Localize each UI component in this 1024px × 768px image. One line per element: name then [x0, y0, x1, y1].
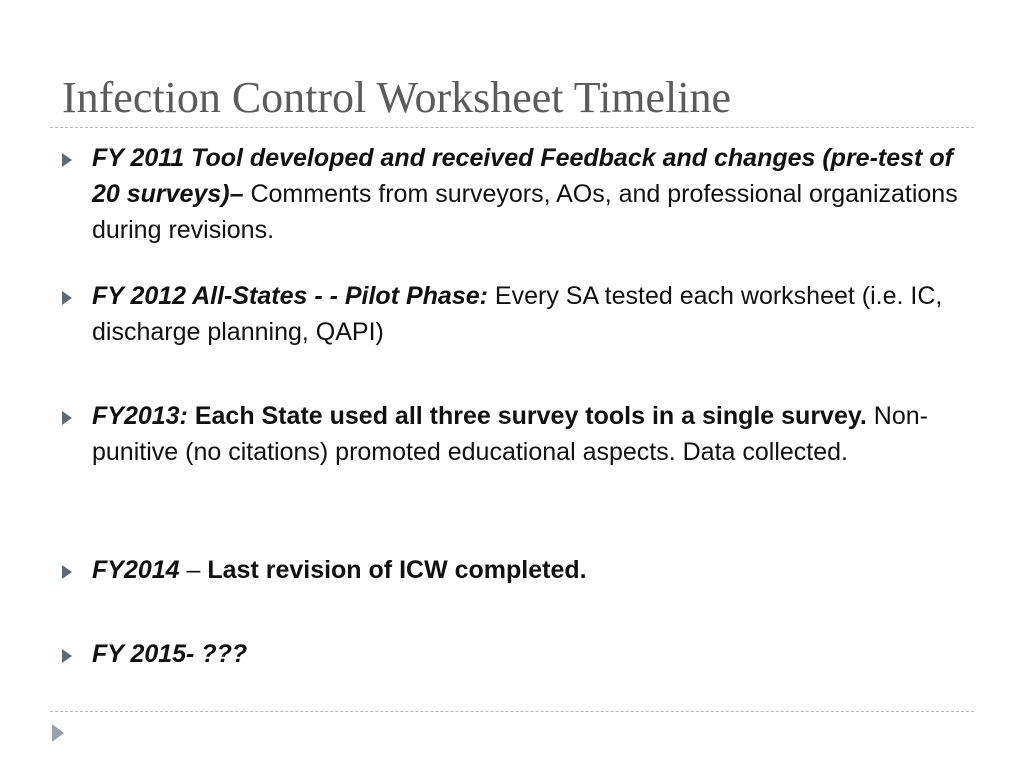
bullet-item-fy2014 [62, 552, 962, 588]
bullet-lead: FY2013: [92, 402, 188, 430]
triangle-right-icon [62, 140, 92, 167]
bullet-body: Every SA tested each worksheet (i.e. IC, discharge planning, QAPI) [92, 282, 943, 346]
bullet-text [92, 552, 962, 588]
triangle-right-icon [62, 636, 92, 663]
slide-nav-triangle-icon[interactable] [52, 724, 64, 747]
bullet-body: Comments from surveyors, AOs, and professional organizations during revisions. [92, 180, 958, 244]
bullet-lead: FY2014 [92, 556, 180, 584]
bullet-bold: Each State used all three survey tools in a single survey. [187, 402, 867, 430]
bullet-item-fy2013 [62, 398, 962, 470]
bullet-text [92, 140, 962, 248]
footer-divider [50, 711, 974, 712]
triangle-right-icon [62, 278, 92, 305]
bullet-lead: FY 2011 Tool developed and received Feedback and changes (pre-test of 20 surveys)– [92, 144, 953, 208]
bullet-text [92, 636, 962, 672]
bullet-separator: – [179, 556, 208, 584]
title-divider [50, 127, 974, 128]
bullet-lead: FY 2012 All-States - - Pilot Phase: [92, 282, 488, 310]
bullet-item-fy2012 [62, 278, 962, 350]
triangle-right-icon [62, 552, 92, 579]
bullet-item-fy2011 [62, 140, 962, 248]
triangle-right-icon [62, 398, 92, 425]
bullet-lead: FY 2015- ??? [92, 640, 248, 668]
bullet-bold: Last revision of ICW completed. [207, 556, 587, 584]
bullet-text [92, 278, 962, 350]
bullet-text [92, 398, 962, 470]
bullet-item-fy2015 [62, 636, 962, 672]
slide-title: Infection Control Worksheet Timeline [62, 73, 732, 122]
bullet-body: Non-punitive (no citations) promoted educational aspects. Data collected. [92, 402, 928, 466]
